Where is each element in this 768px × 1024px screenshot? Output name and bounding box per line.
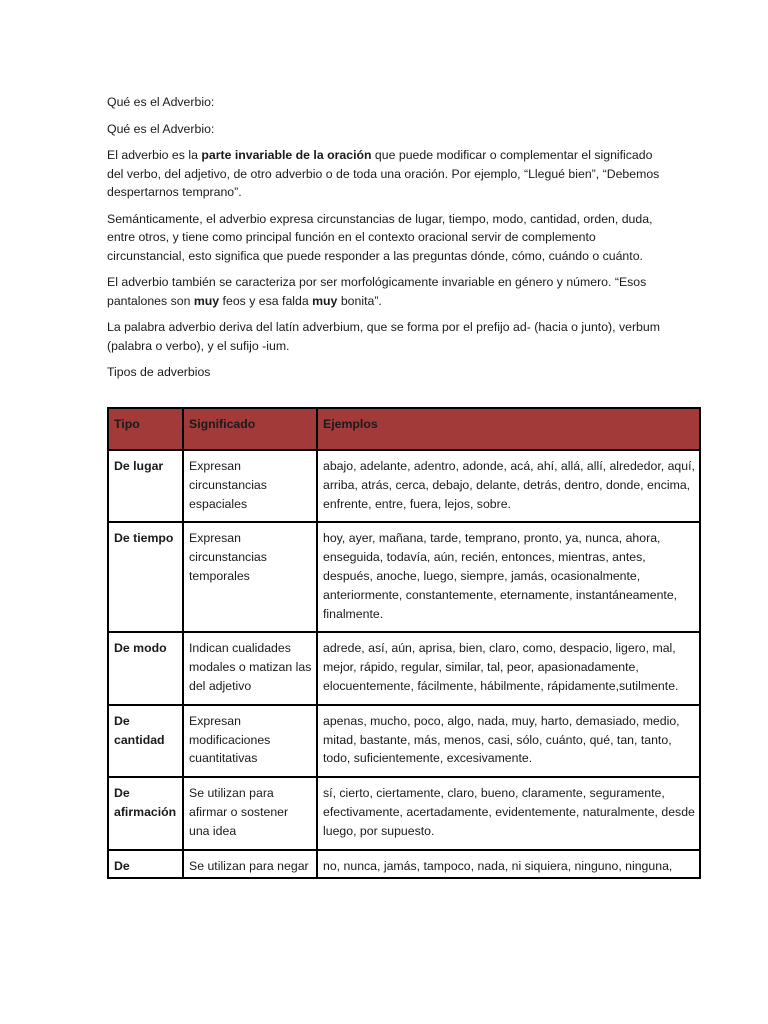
- heading-que-es: Qué es el Adverbio:: [107, 95, 215, 109]
- text-run: feos y esa falda: [219, 293, 313, 308]
- table-row: [108, 450, 700, 522]
- cell-ejemplos: apenas, mucho, poco, algo, nada, muy, harto, demasiado, medio, mitad, bastante, más, menos, casi, sólo, cuánto, qué, tan, tanto, todo, suficientemente, excesivamente.: [317, 705, 700, 777]
- cell-ejemplos: sí, cierto, ciertamente, claro, bueno, claramente, seguramente, efectivamente, acertadamente, evidentemente, naturalmente, desde luego, por supuesto.: [317, 777, 700, 849]
- document-body: [107, 93, 667, 390]
- text-run: El adverbio también se caracteriza por ser morfológicamente invariable en género y número. “Esos pantalones son: [107, 275, 647, 308]
- table-header-row: [108, 408, 700, 450]
- cell-tipo: De lugar: [108, 450, 183, 522]
- table-row: [108, 522, 700, 632]
- bold-text: muy: [193, 293, 220, 308]
- cell-tipo: De afirmación: [108, 777, 183, 849]
- text-run: que puede modificar o complementar el significado del verbo, del adjetivo, de otro adverbio o de toda una oración. Por ejemplo, “Llegué bien”, “Debemos despertarnos temprano”.: [107, 148, 660, 199]
- bold-text: muy: [312, 293, 338, 308]
- paragraph-semantics: Semánticamente, el adverbio expresa circunstancias de lugar, tiempo, modo, cantidad, orden, duda, entre otros, y tiene como principal función en el contexto oracional servir de complemento circunstancial, esto significa que puede responder a las preguntas dónde, cómo, cuándo o cuánto.: [107, 211, 653, 263]
- cell-tipo: De tiempo: [108, 522, 183, 632]
- cell-significado: Indican cualidades modales o matizan las del adjetivo: [183, 632, 317, 704]
- table-row: [108, 632, 700, 704]
- bold-text: parte invariable de la oración: [201, 148, 372, 162]
- text-run: bonita”.: [337, 293, 382, 308]
- paragraph-definition: [107, 146, 667, 202]
- cell-ejemplos: adrede, así, aún, aprisa, bien, claro, como, despacio, ligero, mal, mejor, rápido, regular, similar, tal, peor, apasionadamente, elocuentemente, fácilmente, hábilmente, rápidamente,sutilmente.: [317, 632, 700, 704]
- cell-significado: Se utilizan para afirmar o sostener una idea: [183, 777, 317, 849]
- cell-ejemplos: abajo, adelante, adentro, adonde, acá, ahí, allá, allí, alrededor, aquí, arriba, atrás, cerca, debajo, delante, detrás, dentro, donde, encima, enfrente, entre, fuera, lejos, sobre.: [317, 450, 700, 522]
- table-row: [108, 705, 700, 777]
- adverb-types-table: [107, 407, 701, 879]
- heading-que-es-repeat: Qué es el Adverbio:: [107, 121, 215, 136]
- table-row: [108, 777, 700, 849]
- cell-significado: Expresan modificaciones cuantitativas: [183, 705, 317, 777]
- cell-tipo: De modo: [108, 632, 183, 704]
- cell-ejemplos: hoy, ayer, mañana, tarde, temprano, pronto, ya, nunca, ahora, enseguida, todavía, aún, recién, entonces, mientras, antes, después, anoche, luego, siempre, jamás, ocasionalmente, anteriormente, constantemente, eternamente, instantáneamente, finalmente.: [317, 522, 700, 632]
- header-significado: Significado: [183, 408, 317, 450]
- cell-tipo: De cantidad: [108, 705, 183, 777]
- paragraph-morphology: [107, 273, 667, 310]
- cell-significado: Expresan circunstancias espaciales: [183, 450, 317, 522]
- header-tipo: Tipo: [108, 408, 183, 450]
- paragraph-etymology: La palabra adverbio deriva del latín adverbium, que se forma por el prefijo ad- (hacia o junto), verbum (palabra o verbo), y el sufijo -ium.: [107, 320, 660, 353]
- text-run: El adverbio es la: [107, 148, 202, 162]
- table-row: [108, 850, 700, 879]
- cell-tipo: De: [108, 850, 183, 879]
- cell-significado: Se utilizan para negar: [183, 850, 317, 879]
- cell-significado: Expresan circunstancias temporales: [183, 522, 317, 632]
- tipos-title: Tipos de adverbios: [107, 365, 211, 379]
- header-ejemplos: Ejemplos: [317, 408, 700, 450]
- cell-ejemplos: no, nunca, jamás, tampoco, nada, ni siquiera, ninguno, ninguna,: [317, 850, 700, 879]
